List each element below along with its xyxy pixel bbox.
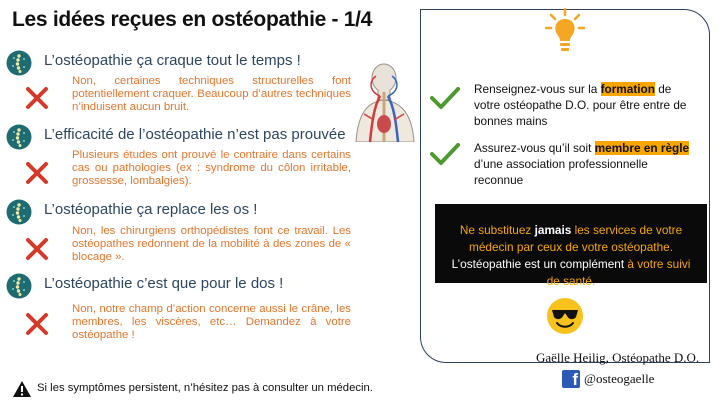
smiley-sunglasses-icon (546, 297, 584, 335)
tip-item (474, 81, 700, 129)
warning-text: à votre suivi de santé. (546, 257, 691, 288)
cross-icon (24, 236, 50, 262)
myth-answer: Non, les chirurgiens orthopédistes font ce travail. Les ostéopathes redonnent de la mobilité à des zones de « blocage ». (72, 225, 351, 263)
warning-emphasis: jamais (534, 223, 572, 237)
cross-icon (24, 311, 50, 337)
tip-highlight: formation (600, 82, 655, 96)
spine-icon (6, 199, 32, 225)
page-title: Les idées reçues en ostéopathie - 1/4 (12, 8, 373, 31)
myth-answer: Plusieurs études ont prouvé le contraire dans certains cas ou pathologies (ex : syndrome du côlon irritable, grossesse, lombalgies). (72, 149, 351, 187)
warning-text: L’ostéopathie est un complément (451, 257, 625, 271)
spine-icon (6, 124, 32, 150)
tip-text: Assurez-vous qu’il soit (474, 141, 595, 155)
facebook-icon: f (562, 370, 580, 388)
spine-icon (6, 273, 32, 299)
author-name: Gaëlle Heilig, Ostéopathe D.O. (536, 350, 700, 365)
tip-text: Renseignez-vous sur la (474, 82, 601, 96)
check-icon (430, 86, 460, 110)
myth-heading: L’ostéopathie ça replace les os ! (44, 201, 258, 218)
anatomy-figure (350, 62, 420, 142)
warning-text: les services de votre médecin par ceux de votre ostéopathe. (469, 223, 683, 254)
warning-icon (12, 380, 32, 403)
social-handle: @osteogaelle (584, 371, 655, 386)
cross-icon (24, 160, 50, 186)
tip-highlight: membre en règle (594, 141, 690, 155)
tip-text: de votre ostéopathe D.O. pour être entre de bonnes mains (474, 82, 687, 128)
myth-answer: Non, notre champ d’action concerne aussi le crâne, les membres, les viscères, etc… Demandez à votre ostéopathe ! (72, 303, 351, 341)
cross-icon (24, 85, 50, 111)
check-icon (430, 142, 460, 166)
tip-text: d’une association professionnelle reconnue (474, 157, 648, 187)
spine-icon (6, 50, 32, 76)
tip-item (474, 140, 700, 188)
disclaimer-text: Si les symptômes persistent, n’hésitez pas à consulter un médecin. (37, 382, 373, 394)
disclaimer (12, 380, 392, 398)
myth-answer: Non, certaines techniques structurelles font potentiellement craquer. Beaucoup d’autres techniques n’induisent aucun bruit. (72, 75, 351, 113)
warning-box (435, 204, 707, 288)
myth-heading: L’ostéopathie ça craque tout le temps ! (44, 52, 301, 69)
warning-text: Ne substituez (459, 223, 535, 237)
lightbulb-icon (545, 7, 585, 55)
myth-heading: L’ostéopathie c’est que pour le dos ! (44, 275, 284, 292)
myth-heading: L’efficacité de l’ostéopathie n’est pas prouvée (44, 126, 346, 143)
